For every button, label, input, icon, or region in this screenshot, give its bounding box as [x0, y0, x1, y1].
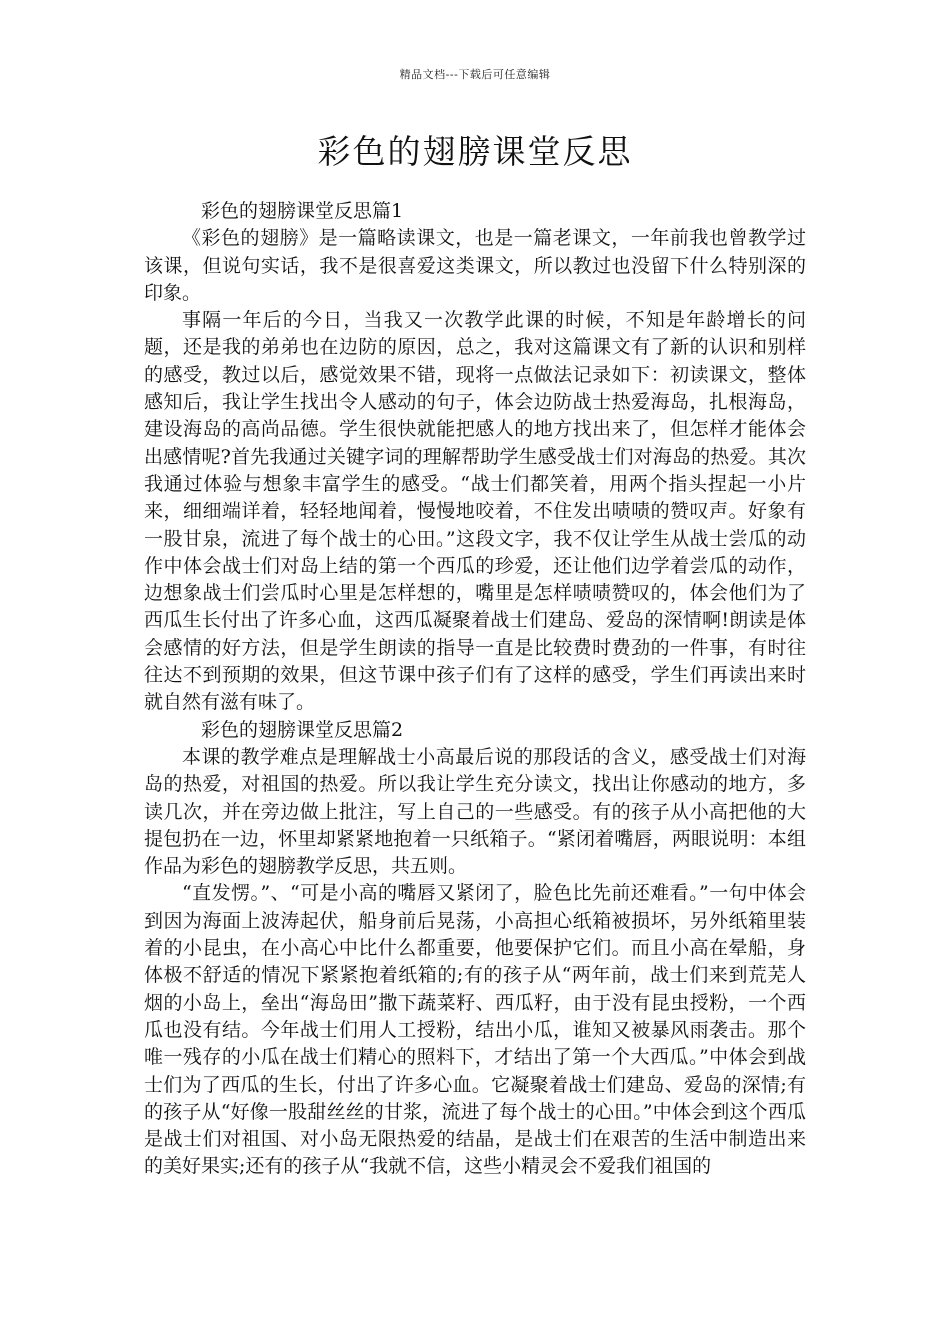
body-paragraph: 事隔一年后的今日，当我又一次教学此课的时候，不知是年龄增长的问题，还是我的弟弟也在边防的原因，总之，我对这篇课文有了新的认识和别样的感受，教过以后，感觉效果不错，现将一点做法记录如下：初读课文，整体感知后，我让学生找出令人感动的句子，体会边防战士热爱海岛，扎根海岛，建设海岛的高尚品德。学生很快就能把感人的地方找出来了，但怎样才能体会出感情呢?首先我通过关键字词的理解帮助学生感受战士们对海岛的热爱。其次我通过体验与想象丰富学生的感受。“战士们都笑着，用两个指头捏起一小片来，细细端详着，轻轻地闻着，慢慢地咬着，不住发出啧啧的赞叹声。好象有一股甘泉，流进了每个战士的心田。”这段文字，我不仅让学生从战士尝瓜的动作中体会战士们对岛上结的第一个西瓜的珍爱，还让他们边学着尝瓜的动作，边想象战士们尝瓜时心里是怎样想的，嘴里是怎样啧啧赞叹的，体会他们为了西瓜生长付出了许多心血，这西瓜凝聚着战士们建岛、爱岛的深情啊!朗读是体会感情的好方法，但是学生朗读的指导一直是比较费时费劲的一件事，有时往往达不到预期的效果，但这节课中孩子们有了这样的感受，学生们再读出来时就自然有滋有味了。	[144, 309, 806, 714]
body-paragraph: 本课的教学难点是理解战士小高最后说的那段话的含义，感受战士们对海岛的热爱，对祖国的热爱。所以我让学生充分读文，找出让你感动的地方，多读几次，并在旁边做上批注，写上自己的一些感受。有的孩子从小高把他的大提包扔在一边，怀里却紧紧地抱着一只纸箱子。“紧闭着嘴唇，两眼说明：本组作品为彩色的翅膀教学反思，共五则。	[144, 745, 806, 878]
document-title: 彩色的翅膀课堂反思	[317, 132, 633, 171]
body-paragraph: “直发愣。”、“可是小高的嘴唇又紧闭了，脸色比先前还难看。”一句中体会到因为海面上波涛起伏，船身前后晃荡，小高担心纸箱被损坏，另外纸箱里装着的小昆虫，在小高心中比什么都重要，他要保护它们。而且小高在晕船，身体极不舒适的情况下紧紧抱着纸箱的;有的孩子从“两年前，战士们来到荒芜人烟的小岛上，垒出“海岛田”撒下蔬菜籽、西瓜籽，由于没有昆虫授粉，一个西瓜也没有结。今年战士们用人工授粉，结出小瓜，谁知又被暴风雨袭击。那个唯一残存的小瓜在战士们精心的照料下，才结出了第一个大西瓜。”中体会到战士们为了西瓜的生长，付出了许多心血。它凝聚着战士们建岛、爱岛的深情;有的孩子从“好像一股甜丝丝的甘浆，流进了每个战士的心田。”中体会到这个西瓜是战士们对祖国、对小岛无限热爱的结晶，是战士们在艰苦的生活中制造出来的美好果实;还有的孩子从“我就不信，这些小精灵会不爱我们祖国的	[144, 882, 806, 1178]
document-body	[144, 198, 806, 1181]
section-heading: 彩色的翅膀课堂反思篇2	[201, 718, 404, 741]
body-paragraph: 《彩色的翅膀》是一篇略读课文，也是一篇老课文，一年前我也曾教学过该课，但说句实话，我不是很喜爱这类课文，所以教过也没留下什么特别深的印象。	[144, 227, 806, 304]
page-header-note: 精品文档---下载后可任意编辑	[399, 68, 551, 81]
section-heading: 彩色的翅膀课堂反思篇1	[201, 200, 404, 222]
